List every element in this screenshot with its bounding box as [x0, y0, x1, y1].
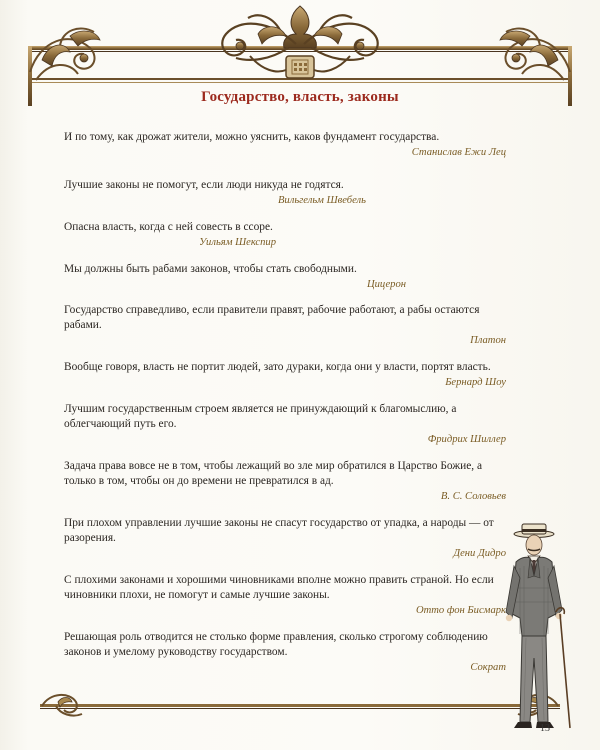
- quote-item: [64, 360, 506, 390]
- quote-author: Отто фон Бисмарк: [415, 605, 506, 616]
- gentleman-illustration: [490, 518, 578, 736]
- quote-item: [64, 630, 506, 675]
- quote-text: Лучшие законы не помогут, если люди никуда не годятся.: [64, 179, 344, 191]
- quote-text: При плохом управлении лучшие законы не спасут государство от упадка, а народы — от разорения.: [64, 517, 494, 544]
- quote-item: [64, 516, 506, 561]
- quote-author: Станислав Ежи Лец: [411, 147, 506, 158]
- quote-text: Задача права вовсе не в том, чтобы лежащий во зле мир обратился в Царство Божие, а только в том, чтобы он до времени не превратился в ад.: [64, 460, 483, 487]
- quote-author: Дени Дидро: [453, 548, 506, 559]
- section-title: Государство, власть, законы: [201, 89, 399, 105]
- crest-ornament: [222, 6, 377, 78]
- quote-text: Вообще говоря, власть не портит людей, зато дураки, когда они у власти, портят власть.: [64, 361, 491, 373]
- quote-author: Вильгельм Швебель: [277, 195, 366, 206]
- quote-author: Бернард Шоу: [445, 377, 506, 388]
- quote-text: И по тому, как дрожат жители, можно уяснить, каков фундамент государства.: [64, 131, 440, 143]
- quote-author: В. С. Соловьев: [440, 491, 506, 502]
- quotes-list: [64, 130, 506, 675]
- quote-text: Лучшим государственным строем является не принуждающий к благомыслию, а облегчающий путь его.: [64, 403, 457, 430]
- quote-text: С плохими законами и хорошими чиновниками вполне можно править страной. Но если чиновники плохи, не помогут и самые лучшие законы.: [64, 574, 494, 601]
- quote-item: [64, 402, 506, 447]
- quote-item: [64, 178, 506, 208]
- quote-item: [64, 130, 506, 160]
- quote-text: Опасна власть, когда с ней совесть в ссоре.: [64, 221, 273, 233]
- quote-author: Уильям Шекспир: [199, 237, 276, 248]
- quote-item: [64, 262, 506, 292]
- quote-item: [64, 459, 506, 504]
- quote-author: Фридрих Шиллер: [427, 434, 506, 445]
- quote-author: Платон: [470, 335, 506, 346]
- quote-text: Решающая роль отводится не столько форме правления, сколько строгому соблюдению законов и умелому руководству государством.: [64, 631, 488, 658]
- quote-item: [64, 303, 506, 348]
- quote-item: [64, 220, 506, 250]
- page-number: 13: [540, 723, 550, 734]
- quote-author: Цицерон: [366, 279, 406, 290]
- quote-author: Сократ: [470, 662, 506, 673]
- quote-text: Государство справедливо, если правители правят, рабочие работают, а рабы остаются рабами.: [64, 304, 480, 331]
- quote-text: Мы должны быть рабами законов, чтобы стать свободными.: [64, 263, 357, 275]
- quote-item: [64, 573, 506, 618]
